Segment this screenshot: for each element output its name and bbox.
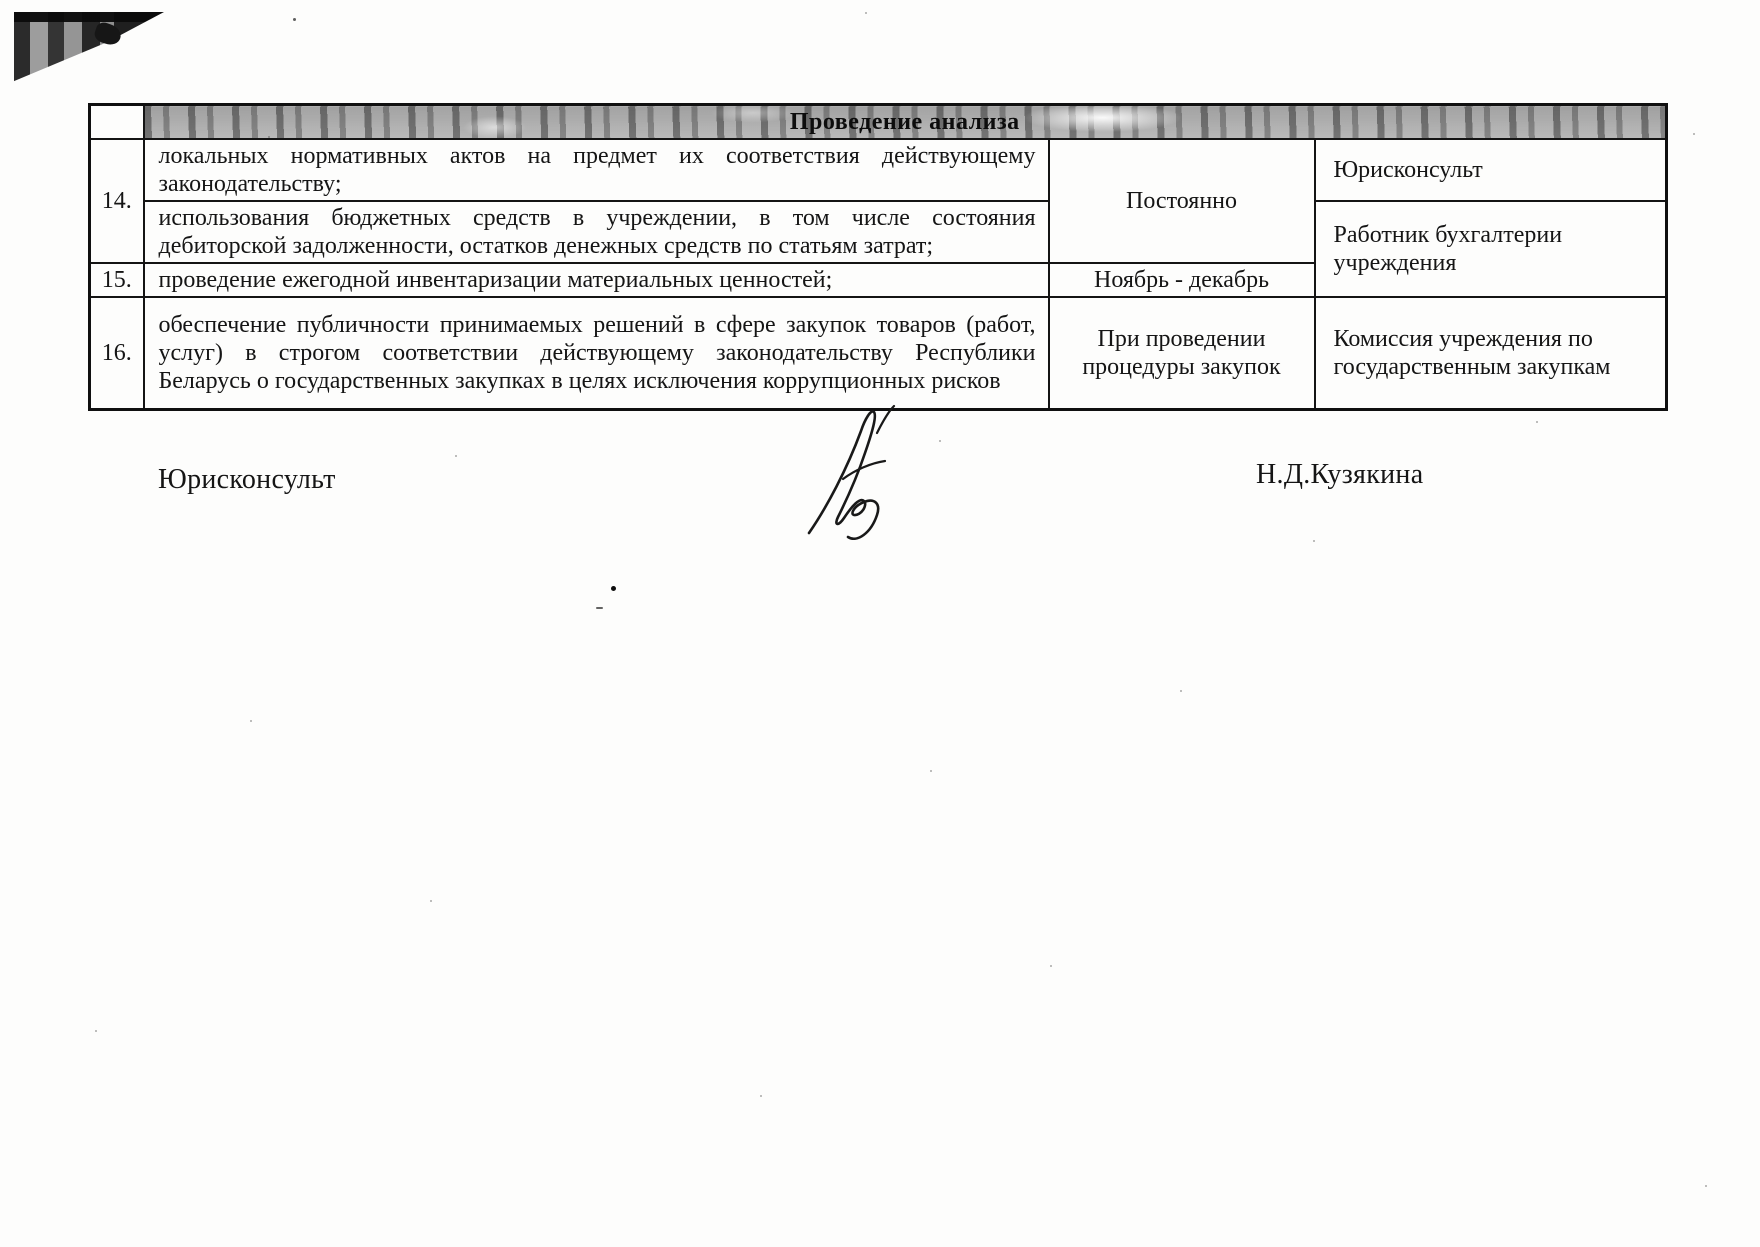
section-header-cell [144, 105, 1667, 140]
signer-position-label: Юрисконсульт [158, 464, 336, 495]
scan-corner-artifact [14, 12, 164, 84]
row-number-16: 16. [90, 297, 144, 409]
section-header-num-cell [90, 105, 144, 140]
scan-speckle [455, 455, 457, 457]
row-number-14: 14. [90, 139, 144, 263]
activity-cell-15: проведение ежегодной инвентаризации материальных ценностей; [144, 263, 1049, 297]
scan-speckle [1693, 133, 1695, 135]
executor-cell-16: Комиссия учреждения по государственным закупкам [1315, 297, 1667, 409]
table-row-14a [90, 139, 1667, 201]
activity-cell-16: обеспечение публичности принимаемых решений в сфере закупок товаров (работ, услуг) в строгом соответствии действующему законодательству Республики Беларусь о государственных закупках в целях исключения коррупционных рисков [144, 297, 1049, 409]
executor-cell-14a: Юрисконсульт [1315, 139, 1667, 201]
scan-speckle [1536, 421, 1538, 423]
row-number-15: 15. [90, 263, 144, 297]
scan-speckle [930, 770, 932, 772]
table-row-16 [90, 297, 1667, 409]
scan-speckle [939, 440, 941, 442]
scan-speckle [1313, 540, 1315, 542]
scan-speckle [430, 900, 432, 902]
scan-speckle [95, 1030, 97, 1032]
timing-cell-14: Постоянно [1049, 139, 1315, 263]
scan-speckle [760, 1095, 762, 1097]
scan-speckle [250, 720, 252, 722]
scan-speckle [596, 607, 603, 609]
handwritten-signature [793, 403, 911, 541]
timing-cell-16: При проведении процедуры закупок [1049, 297, 1315, 409]
section-header-label: Проведение анализа [789, 109, 1020, 135]
scan-speckle [1050, 965, 1052, 967]
activity-cell-14a: локальных нормативных актов на предмет их соответствия действующему законодательству; [144, 139, 1049, 201]
scan-speckle [611, 586, 616, 591]
signer-name-label: Н.Д.Кузякина [1256, 459, 1424, 490]
scan-speckle [293, 18, 296, 21]
scan-speckle [268, 136, 270, 138]
table-row-14b [90, 201, 1667, 263]
scan-speckle [1705, 1185, 1707, 1187]
activity-cell-14b: использования бюджетных средств в учреждении, в том числе состояния дебиторской задолженности, остатков денежных средств по статьям затрат; [144, 201, 1049, 263]
table-section-header-row [90, 105, 1667, 140]
action-plan-table [88, 103, 1668, 411]
scan-speckle [1180, 690, 1182, 692]
scan-speckle [865, 12, 867, 14]
executor-cell-14b-15: Работник бухгалтерии учреждения [1315, 201, 1667, 297]
timing-cell-15: Ноябрь - декабрь [1049, 263, 1315, 297]
